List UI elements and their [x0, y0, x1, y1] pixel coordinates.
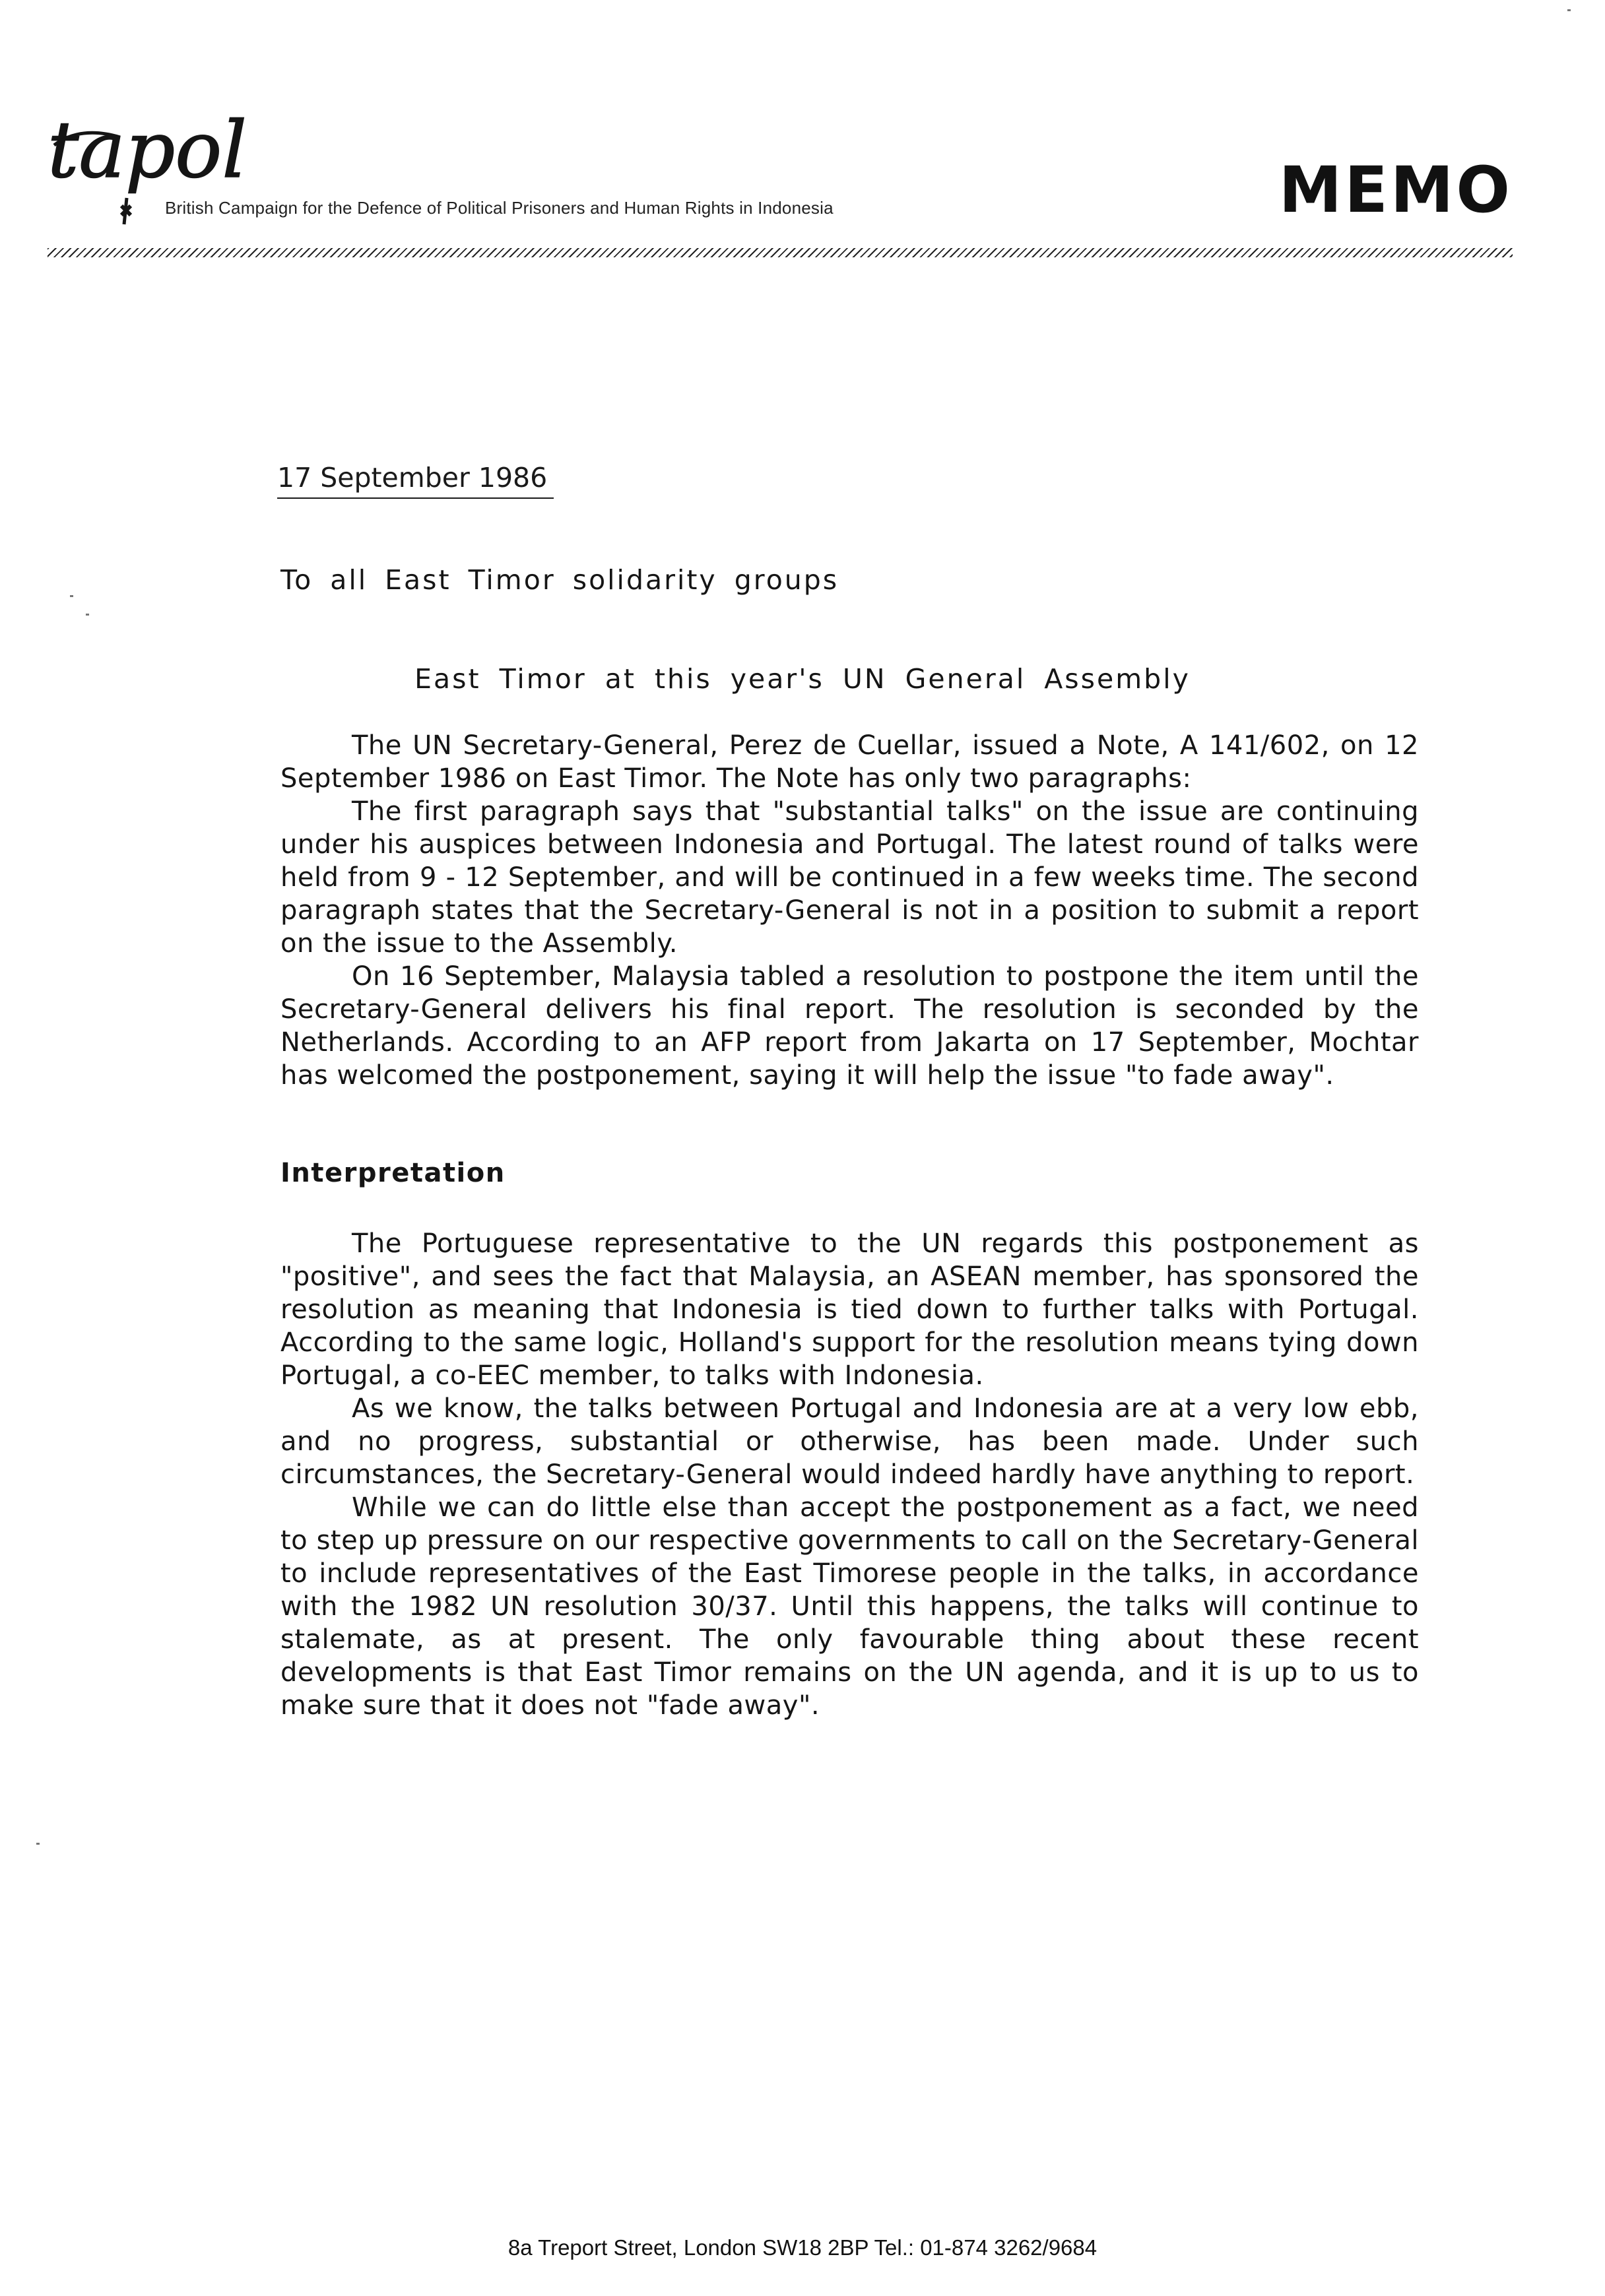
memo-subject-heading: East Timor at this year's UN General Assembly	[414, 663, 1191, 695]
intro-paragraph: On 16 September, Malaysia tabled a resolution to postpone the item until the Secretary-General delivers his final report. The resolution is seconded by the Netherlands. According to an AFP report from Jakarta on 17 September, Mochtar has welcomed the postponement, saying it will help the issue "to fade away".	[280, 961, 1419, 1091]
letterhead-divider	[48, 248, 1513, 257]
logo-wordmark: tapol	[48, 104, 247, 195]
interpretation-heading: Interpretation	[280, 1158, 506, 1188]
scan-speck	[36, 1843, 40, 1845]
scan-speck	[70, 595, 73, 597]
interpretation-paragraph: The Portuguese representative to the UN regards this postponement as "positive", and sees the fact that Malaysia, an ASEAN member, has sponsored the resolution as meaning that Indonesia is tied down to further talks with Portugal. According to the same logic, Holland's support for the resolution means tying down Portugal, a co-EEC member, to talks with Indonesia.	[280, 1228, 1419, 1391]
scan-speck	[1567, 9, 1571, 11]
interpretation-paragraph: While we can do little else than accept the postponement as a fact, we need to step up pressure on our respective governments to call on the Secretary-General to include representatives of the East Timorese people in the talks, in accordance with the 1982 UN resolution 30/37. Until this happens, the talks will continue to stalemate, as at present. The only favourable thing about these recent developments is that East Timor remains on the UN agenda, and it is up to us to make sure that it does not "fade away".	[280, 1492, 1419, 1721]
interpretation-paragraph: As we know, the talks between Portugal and Indonesia are at a very low ebb, and no progress, substantial or otherwise, has been made. Under such circumstances, the Secretary-General would indeed hardly have anything to report.	[280, 1393, 1419, 1490]
intro-section	[280, 729, 1419, 1092]
footer-address: 8a Treport Street, London SW18 2BP Tel.: 01-874 3262/9684	[508, 2235, 1097, 2260]
intro-paragraph: The first paragraph says that "substantial talks" on the issue are continuing under his auspices between Indonesia and Portugal. The latest round of talks were held from 9 - 12 September, and will be continued in a few weeks time. The second paragraph states that the Secretary-General is not in a position to submit a report on the issue to the Assembly.	[280, 796, 1419, 959]
intro-paragraph: The UN Secretary-General, Perez de Cuellar, issued a Note, A 141/602, on 12 September 1986 on East Timor. The Note has only two paragraphs:	[280, 730, 1419, 794]
interpretation-section	[280, 1227, 1419, 1722]
memo-addressee: To all East Timor solidarity groups	[280, 564, 839, 596]
organization-name: British Campaign for the Defence of Political Prisoners and Human Rights in Indonesia	[165, 198, 834, 218]
scan-speck	[86, 614, 89, 616]
memo-date: 17 September 1986	[277, 462, 554, 499]
memo-label: MEMO	[1278, 153, 1513, 227]
